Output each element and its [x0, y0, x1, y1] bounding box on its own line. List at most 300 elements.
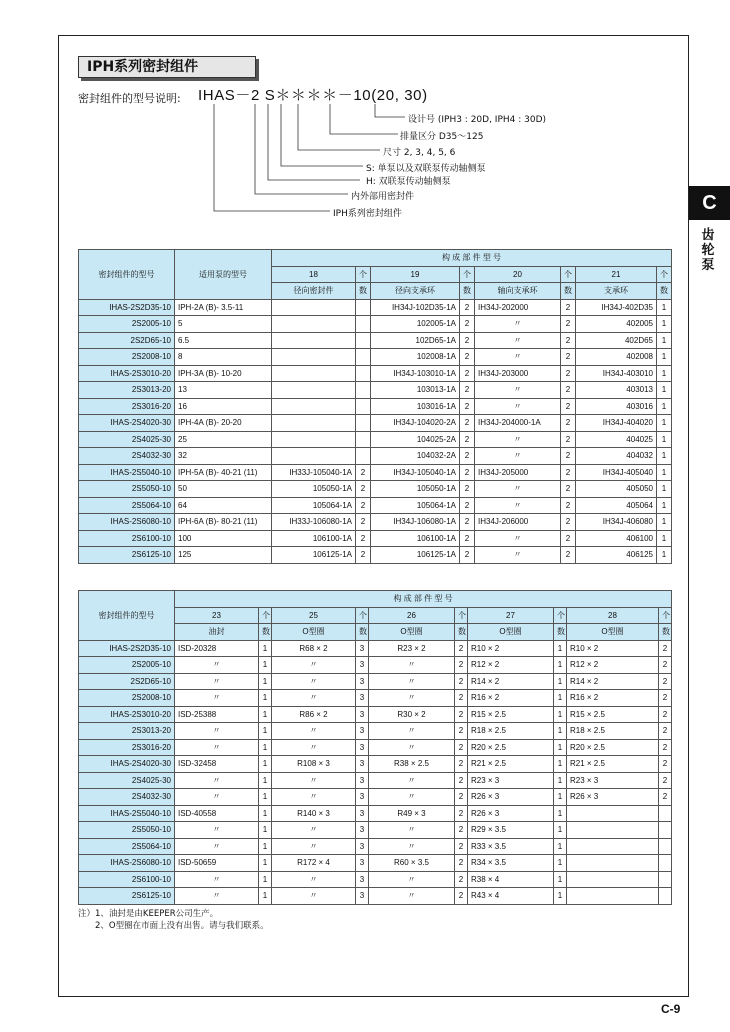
row-model-cell: 2S4025-30	[79, 772, 175, 789]
table-cell: 105064-1A	[371, 497, 460, 514]
table-row	[79, 888, 672, 905]
table-cell: 3	[356, 822, 369, 839]
qty-top: 个	[259, 607, 272, 624]
table-cell	[272, 382, 356, 399]
table-cell: R23 × 3	[567, 772, 659, 789]
table-cell	[272, 398, 356, 415]
table-cell	[659, 871, 672, 888]
table-cell: 1	[554, 805, 567, 822]
table-cell: 2	[460, 415, 475, 432]
table-cell: 〃	[272, 723, 356, 740]
footnotes	[78, 908, 269, 932]
table-cell: 2	[659, 723, 672, 740]
table-cell: R34 × 3.5	[468, 855, 554, 872]
table-cell	[272, 415, 356, 432]
table-cell: 〃	[272, 772, 356, 789]
table-cell: 1	[657, 382, 672, 399]
table-cell: 〃	[475, 431, 561, 448]
table-cell: R10 × 2	[567, 640, 659, 657]
legend-design-no: 设计号 (IPH3 : 20D, IPH4 : 30D)	[408, 115, 547, 125]
table-cell	[356, 431, 371, 448]
table-cell	[356, 382, 371, 399]
table-cell: 3	[356, 756, 369, 773]
table-row	[79, 349, 672, 366]
table-cell: 〃	[475, 547, 561, 564]
table-cell: 〃	[272, 871, 356, 888]
row-model-cell: 2S4032-30	[79, 789, 175, 806]
table-cell: 6.5	[175, 332, 272, 349]
table-row	[79, 530, 672, 547]
table-cell: 8	[175, 349, 272, 366]
table-cell: R26 × 3	[468, 789, 554, 806]
row-model-cell: 2S2D65-10	[79, 673, 175, 690]
table-cell: 2	[561, 431, 576, 448]
qty-top: 个	[460, 266, 475, 283]
table-cell: IH34J-202000	[475, 299, 561, 316]
table-cell: 2	[561, 464, 576, 481]
table-cell: 〃	[369, 822, 455, 839]
table-cell: 2	[561, 547, 576, 564]
table-cell: 32	[175, 448, 272, 465]
table-cell: R108 × 3	[272, 756, 356, 773]
table-cell: IH34J-102D35-1A	[371, 299, 460, 316]
table-cell	[567, 871, 659, 888]
table-row	[79, 464, 672, 481]
table-cell: 1	[554, 871, 567, 888]
table-cell: 2	[455, 690, 468, 707]
table-cell: 103016-1A	[371, 398, 460, 415]
chapter-label: 齿轮泵	[701, 228, 715, 273]
table-cell: 1	[259, 706, 272, 723]
table-cell: R23 × 2	[369, 640, 455, 657]
table-cell: 2	[659, 640, 672, 657]
row-model-cell: 2S6125-10	[79, 888, 175, 905]
table-cell: 〃	[475, 349, 561, 366]
group-header: 构 成 部 件 型 号	[272, 250, 672, 267]
col-no: 27	[468, 607, 554, 624]
col-no: 20	[475, 266, 561, 283]
parts-table-2	[78, 590, 672, 905]
row-model-cell: 2S3013-20	[79, 382, 175, 399]
table-cell: 2	[455, 657, 468, 674]
table-cell: 50	[175, 481, 272, 498]
table-cell: R172 × 4	[272, 855, 356, 872]
legend-displacement: 排量区分 D35～125	[400, 132, 484, 142]
table-cell: 2	[561, 382, 576, 399]
table-cell: 2	[455, 789, 468, 806]
table-cell: 2	[455, 871, 468, 888]
table-cell: IH34J-206000	[475, 514, 561, 531]
table-cell: IPH-3A (B)- 10-20	[175, 365, 272, 382]
table-cell: 1	[554, 822, 567, 839]
table-cell: 16	[175, 398, 272, 415]
table-cell: 1	[657, 448, 672, 465]
table-cell: 〃	[272, 822, 356, 839]
table-cell: 2	[460, 448, 475, 465]
table-cell: 3	[356, 723, 369, 740]
table-cell: R16 × 2	[468, 690, 554, 707]
table-cell	[356, 299, 371, 316]
table-cell: 2	[356, 497, 371, 514]
table-cell: 1	[657, 530, 672, 547]
table-cell: 3	[356, 690, 369, 707]
row-model-cell: IHAS-2S3010-20	[79, 365, 175, 382]
table-cell: 〃	[175, 657, 259, 674]
table-cell	[272, 365, 356, 382]
table-cell	[567, 855, 659, 872]
table-cell: 〃	[369, 789, 455, 806]
table-cell: 404025	[576, 431, 657, 448]
legend-series: IPH系列密封组件	[333, 209, 402, 219]
table-cell	[659, 888, 672, 905]
table-cell: 1	[259, 772, 272, 789]
table-cell: 2	[460, 481, 475, 498]
row-model-cell: 2S3016-20	[79, 739, 175, 756]
table-cell: 2	[659, 739, 672, 756]
table-cell: 2	[561, 481, 576, 498]
col-name: 油封	[175, 624, 259, 641]
table-cell: 106100-1A	[272, 530, 356, 547]
table-cell: IH34J-404020	[576, 415, 657, 432]
row-model-cell: 2S4032-30	[79, 448, 175, 465]
table-cell: 105050-1A	[272, 481, 356, 498]
table-cell	[356, 448, 371, 465]
table-cell: ISD-50659	[175, 855, 259, 872]
table-cell	[356, 365, 371, 382]
table-cell: 105064-1A	[272, 497, 356, 514]
table-cell: R26 × 3	[468, 805, 554, 822]
table-cell: 1	[259, 805, 272, 822]
table-cell: 〃	[175, 838, 259, 855]
table-cell: 3	[356, 706, 369, 723]
table-cell: 2	[455, 888, 468, 905]
table-cell: 1	[657, 514, 672, 531]
table-cell: 2	[460, 431, 475, 448]
table-cell: 2	[455, 640, 468, 657]
table-cell: 〃	[369, 657, 455, 674]
table-cell: 102D65-1A	[371, 332, 460, 349]
table-cell: IH34J-203000	[475, 365, 561, 382]
table-cell: 1	[259, 690, 272, 707]
model-explanation-label: 密封组件的型号说明:	[78, 92, 181, 105]
table-cell: 2	[561, 530, 576, 547]
table-1-body	[79, 299, 672, 563]
qty-top: 个	[356, 607, 369, 624]
table-cell: 〃	[475, 398, 561, 415]
row-model-cell: 2S2008-10	[79, 349, 175, 366]
table-cell: 2	[455, 756, 468, 773]
table-cell: 1	[657, 415, 672, 432]
table-cell: 〃	[175, 871, 259, 888]
table-cell: 2	[561, 497, 576, 514]
table-cell: 2	[455, 739, 468, 756]
table-cell: 1	[554, 739, 567, 756]
table-cell: R23 × 3	[468, 772, 554, 789]
table-cell: 13	[175, 382, 272, 399]
col-name: O型圈	[369, 624, 455, 641]
table-cell: 3	[356, 871, 369, 888]
table-row	[79, 739, 672, 756]
table-cell: 〃	[475, 448, 561, 465]
col-name: 径向支承环	[371, 283, 460, 300]
table-cell: 〃	[272, 838, 356, 855]
table-cell: 1	[259, 789, 272, 806]
table-cell: 2	[561, 514, 576, 531]
table-cell: 1	[657, 547, 672, 564]
table-cell: 1	[657, 365, 672, 382]
table-cell	[567, 888, 659, 905]
table-cell: 2	[455, 855, 468, 872]
table-cell: ISD-32458	[175, 756, 259, 773]
table-cell: 〃	[369, 690, 455, 707]
table-cell: 403013	[576, 382, 657, 399]
table-row	[79, 673, 672, 690]
table-cell: 2	[659, 772, 672, 789]
table-cell	[356, 349, 371, 366]
table-cell: 102008-1A	[371, 349, 460, 366]
table-cell: R49 × 3	[369, 805, 455, 822]
table-cell: 106125-1A	[371, 547, 460, 564]
table-cell	[567, 805, 659, 822]
qty-bottom: 数	[554, 624, 567, 641]
table-cell: IH34J-105040-1A	[371, 464, 460, 481]
table-cell: IPH-2A (B)- 3.5-11	[175, 299, 272, 316]
table-cell: 〃	[175, 772, 259, 789]
table-cell: 1	[259, 871, 272, 888]
table-row	[79, 431, 672, 448]
table-cell	[567, 838, 659, 855]
row-model-cell: 2S2D65-10	[79, 332, 175, 349]
table-cell: 1	[554, 706, 567, 723]
table-cell: 1	[657, 332, 672, 349]
table-cell: 〃	[475, 316, 561, 333]
table-cell: R38 × 2.5	[369, 756, 455, 773]
table-cell: IH34J-104020-2A	[371, 415, 460, 432]
qty-bottom: 数	[561, 283, 576, 300]
table-cell: 2	[460, 547, 475, 564]
row-model-cell: IHAS-2S5040-10	[79, 805, 175, 822]
row-model-cell: IHAS-2S6080-10	[79, 514, 175, 531]
table-cell: 1	[657, 464, 672, 481]
page-number: C-9	[661, 1002, 681, 1016]
table-cell	[272, 448, 356, 465]
table-row	[79, 382, 672, 399]
table-cell: 105050-1A	[371, 481, 460, 498]
col-no: 28	[567, 607, 659, 624]
table-row	[79, 855, 672, 872]
legend-size: 尺寸 2, 3, 4, 5, 6	[383, 148, 456, 158]
table-cell: 2	[659, 756, 672, 773]
table-cell: R18 × 2.5	[567, 723, 659, 740]
table-row	[79, 657, 672, 674]
table-cell	[272, 332, 356, 349]
table-row	[79, 398, 672, 415]
table-cell: 1	[657, 497, 672, 514]
table-row	[79, 772, 672, 789]
table-cell: 1	[259, 756, 272, 773]
table-cell: 2	[561, 332, 576, 349]
row-model-cell: 2S5050-10	[79, 481, 175, 498]
table-row	[79, 805, 672, 822]
table-cell: 2	[460, 530, 475, 547]
table-cell	[356, 415, 371, 432]
table-cell: 2	[455, 706, 468, 723]
table-cell: ISD-20328	[175, 640, 259, 657]
table-cell: 〃	[272, 739, 356, 756]
table-cell: R43 × 4	[468, 888, 554, 905]
table-cell: R60 × 3.5	[369, 855, 455, 872]
table-cell: 1	[657, 316, 672, 333]
table-row	[79, 299, 672, 316]
table-cell: 1	[554, 723, 567, 740]
table-cell: 〃	[175, 789, 259, 806]
table-row	[79, 822, 672, 839]
footnote-2: 2、O型圈在市面上没有出售。请与我们联系。	[78, 921, 269, 931]
table-cell: 125	[175, 547, 272, 564]
table-cell: 2	[455, 838, 468, 855]
table-cell: 3	[356, 838, 369, 855]
model-code: IHAS－2 S＊＊＊＊－10(20, 30)	[198, 87, 428, 104]
table-cell: 404032	[576, 448, 657, 465]
table-cell: 406100	[576, 530, 657, 547]
table-cell: 102005-1A	[371, 316, 460, 333]
table-cell: 2	[455, 772, 468, 789]
col-header-model: 密封组件的型号	[79, 250, 175, 300]
table-cell: R38 × 4	[468, 871, 554, 888]
table-cell: 2	[356, 530, 371, 547]
row-model-cell: IHAS-2S6080-10	[79, 855, 175, 872]
table-cell: 2	[455, 723, 468, 740]
row-model-cell: IHAS-2S2D35-10	[79, 640, 175, 657]
table-cell	[659, 855, 672, 872]
table-cell: 106125-1A	[272, 547, 356, 564]
table-cell: IH34J-106080-1A	[371, 514, 460, 531]
table-cell: 3	[356, 640, 369, 657]
table-cell: 〃	[475, 530, 561, 547]
table-cell: 2	[561, 415, 576, 432]
section-title: IPH系列密封组件	[78, 56, 256, 78]
table-cell: 1	[554, 855, 567, 872]
table-cell: 2	[561, 316, 576, 333]
table-cell: 100	[175, 530, 272, 547]
table-row	[79, 706, 672, 723]
qty-bottom: 数	[455, 624, 468, 641]
table-cell: 〃	[369, 772, 455, 789]
qty-bottom: 数	[657, 283, 672, 300]
table-cell: 1	[554, 838, 567, 855]
col-name: 支承环	[576, 283, 657, 300]
col-name: O型圈	[272, 624, 356, 641]
table-cell: 3	[356, 888, 369, 905]
table-cell: 2	[659, 789, 672, 806]
table-cell: R26 × 3	[567, 789, 659, 806]
table-cell	[356, 332, 371, 349]
table-cell: R15 × 2.5	[468, 706, 554, 723]
row-model-cell: IHAS-2S2D35-10	[79, 299, 175, 316]
table-cell: 405050	[576, 481, 657, 498]
table-cell: 1	[259, 855, 272, 872]
table-row	[79, 690, 672, 707]
table-cell: 〃	[369, 739, 455, 756]
table-cell: 402005	[576, 316, 657, 333]
table-cell: IH34J-205000	[475, 464, 561, 481]
table-cell: 〃	[369, 871, 455, 888]
col-name: O型圈	[567, 624, 659, 641]
chapter-tab: C	[689, 186, 730, 220]
table-cell: ISD-25388	[175, 706, 259, 723]
table-cell: R14 × 2	[468, 673, 554, 690]
table-cell: IH34J-403010	[576, 365, 657, 382]
table-cell: R21 × 2.5	[468, 756, 554, 773]
col-no: 19	[371, 266, 460, 283]
table-cell: 〃	[475, 332, 561, 349]
table-row	[79, 756, 672, 773]
table-row	[79, 497, 672, 514]
col-no: 23	[175, 607, 259, 624]
table-cell: 〃	[175, 673, 259, 690]
table-cell	[272, 431, 356, 448]
row-model-cell: IHAS-2S3010-20	[79, 706, 175, 723]
table-cell: 〃	[272, 888, 356, 905]
row-model-cell: IHAS-2S5040-10	[79, 464, 175, 481]
row-model-cell: 2S4025-30	[79, 431, 175, 448]
table-cell: 1	[657, 299, 672, 316]
table-cell: 2	[356, 547, 371, 564]
table-cell: 2	[561, 365, 576, 382]
table-cell: 1	[554, 888, 567, 905]
table-row	[79, 415, 672, 432]
table-cell: IH34J-406080	[576, 514, 657, 531]
table-cell	[659, 822, 672, 839]
table-cell: 25	[175, 431, 272, 448]
table-cell: 1	[554, 657, 567, 674]
table-cell: 2	[356, 514, 371, 531]
table-cell: 104025-2A	[371, 431, 460, 448]
col-header-model: 密封组件的型号	[79, 591, 175, 641]
row-model-cell: 2S6125-10	[79, 547, 175, 564]
table-cell: 〃	[475, 497, 561, 514]
table-cell: IPH-6A (B)- 80-21 (11)	[175, 514, 272, 531]
group-header: 构 成 部 件 型 号	[175, 591, 672, 608]
table-cell: 1	[657, 431, 672, 448]
table-cell	[356, 316, 371, 333]
table-cell: 1	[657, 349, 672, 366]
table-row	[79, 448, 672, 465]
table-cell	[272, 349, 356, 366]
table-cell: 1	[554, 772, 567, 789]
table-cell: 3	[356, 673, 369, 690]
table-cell: R18 × 2.5	[468, 723, 554, 740]
table-cell: 2	[561, 398, 576, 415]
legend-h-type: H: 双联泵传动轴侧泵	[366, 177, 451, 187]
table-row	[79, 789, 672, 806]
table-cell: 2	[561, 349, 576, 366]
table-cell: R20 × 2.5	[567, 739, 659, 756]
row-model-cell: IHAS-2S4020-30	[79, 756, 175, 773]
row-model-cell: 2S6100-10	[79, 871, 175, 888]
table-cell: 3	[356, 772, 369, 789]
table-cell	[272, 316, 356, 333]
table-cell: 2	[455, 673, 468, 690]
table-cell: R21 × 2.5	[567, 756, 659, 773]
table-row	[79, 332, 672, 349]
table-2-body	[79, 640, 672, 904]
qty-top: 个	[561, 266, 576, 283]
table-cell: 2	[659, 706, 672, 723]
table-row	[79, 640, 672, 657]
table-cell: 〃	[175, 690, 259, 707]
table-cell: 2	[356, 464, 371, 481]
